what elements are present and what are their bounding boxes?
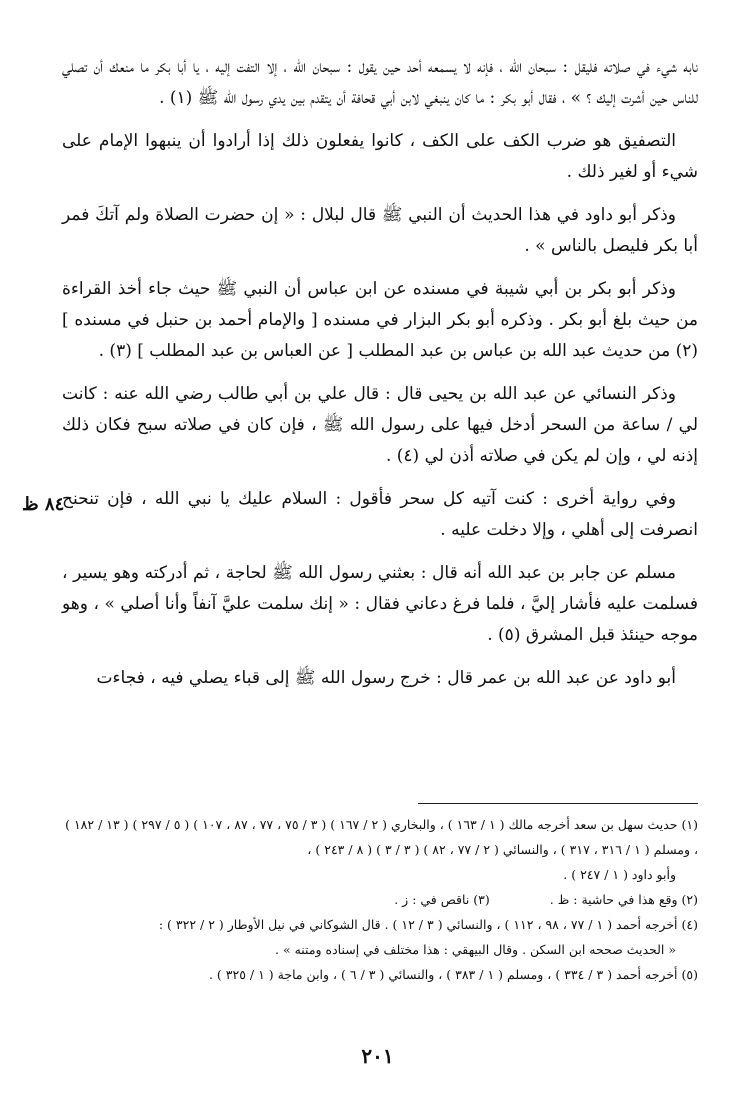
footnote-4: (٤) أخرجه أحمد ( ١ / ٧٧ ، ٩٨ ، ١١٢ ) ، والنسائي ( ٣ / ١٢ ) . قال الشوكاني في نيل الأوطار ( ٢ / ٣٢٢ ) : — [158, 917, 698, 932]
footnote-row-2-3 — [62, 887, 698, 912]
footnotes — [62, 812, 698, 987]
paragraph-6: وفي رواية أخرى : كنت آتيه كل سحر فأقول : السلام عليك يا نبي الله ، فإن تنحنح انصرفت إلى أهلي ، وإلا دخلت عليه . — [62, 489, 698, 540]
folio-margin-note: ٨٤ ظ — [22, 494, 65, 515]
paragraph-5: وذكر النسائي عن عبد الله بن يحيى قال : قال علي بن أبي طالب رضي الله عنه : كانت لي / ساعة من السحر أدخل فيها على رسول الله ﷺ ، فإن كان في صلاته سبح فكان ذلك إذنه لي ، وإن لم يكن في صلاته أذن لي (٤) . — [62, 384, 698, 466]
footnote-1: (١) حديث سهل بن سعد أخرجه مالك ( ١ / ١٦٣ ) ، والبخاري ( ٢ / ١٦٧ ) ( ٣ / ٧٥ ، ٧٧ ، ٨٧ ، ١٠٧ ) ( ٥ / ٢٩٧ ) ( ١٣ / ١٨٢ ) ، ومسلم ( ١ / ٣١٦ ، ٣١٧ ) ، والنسائي ( ٢ / ٧٧ ، ٨٢ ) ( ٣ / ٣ ) ( ٨ / ٢٤٣ ) ، — [65, 817, 698, 857]
paragraph-2: التصفيق هو ضرب الكف على الكف ، كانوا يفعلون ذلك إذا أرادوا أن ينبهوا الإمام على شيء أو لغير ذلك . — [62, 131, 698, 182]
main-text — [62, 52, 698, 706]
page-number: ٢٠١ — [361, 1044, 394, 1068]
footnote-3: (٣) ناقص في : ز . — [394, 892, 490, 907]
footnote-4-continued: « الحديث صححه ابن السكن . وقال البيهقي : هذا مختلف في إسناده ومتنه » . — [275, 942, 676, 957]
paragraph-7: مسلم عن جابر بن عبد الله أنه قال : بعثني رسول الله ﷺ لحاجة ، ثم أدركته وهو يسير ، فسلمت عليه فأشار إليَّ ، فلما فرغ دعاني فقال : « إنك سلمت عليَّ آنفاً وأنا أصلي » ، وهو موجه حينئذ قبل المشرق (٥) . — [62, 563, 698, 645]
footnote-divider — [418, 803, 698, 804]
footnote-2: (٢) وقع هذا في حاشية : ظ . — [549, 892, 698, 907]
paragraph-1: نابه شيء في صلاته فليقل : سبحان الله ، فإنه لا يسمعه أحد حين يقول : سبحان الله ، إلا التفت إليه ، يا أبا بكر ما منعك أن تصلي للناس حين أشرت إليك ؟ » ، فقال أبو بكر : ما كان ينبغي لابن أبي قحافة أن يتقدم بين يدي رسول الله ﷺ (١) . — [62, 57, 698, 108]
paragraph-8: أبو داود عن عبد الله بن عمر قال : خرج رسول الله ﷺ إلى قباء يصلي فيه ، فجاءت — [96, 668, 676, 688]
footnote-1-continued: وأبو داود ( ١ / ٢٤٧ ) . — [563, 867, 676, 882]
paragraph-4: وذكر أبو بكر بن أبي شيبة في مسنده عن ابن عباس أن النبي ﷺ حيث جاء أخذ القراءة من حيث بلغ أبو بكر . وذكره أبو بكر البزار في مسنده [ والإمام أحمد بن حنبل في مسنده ] (٢) من حديث عبد الله بن عباس بن عبد المطلب [ عن العباس بن عبد المطلب ] (٣) . — [62, 279, 698, 361]
footnote-5: (٥) أخرجه أحمد ( ٣ / ٣٣٤ ) ، ومسلم ( ١ / ٣٨٣ ) ، والنسائي ( ٣ / ٦ ) ، وابن ماجة ( ١ / ٣٢٥ ) . — [208, 967, 698, 982]
paragraph-3: وذكر أبو داود في هذا الحديث أن النبي ﷺ قال لبلال : « إن حضرت الصلاة ولم آتكَ فمر أبا بكر فليصل بالناس » . — [62, 205, 698, 256]
